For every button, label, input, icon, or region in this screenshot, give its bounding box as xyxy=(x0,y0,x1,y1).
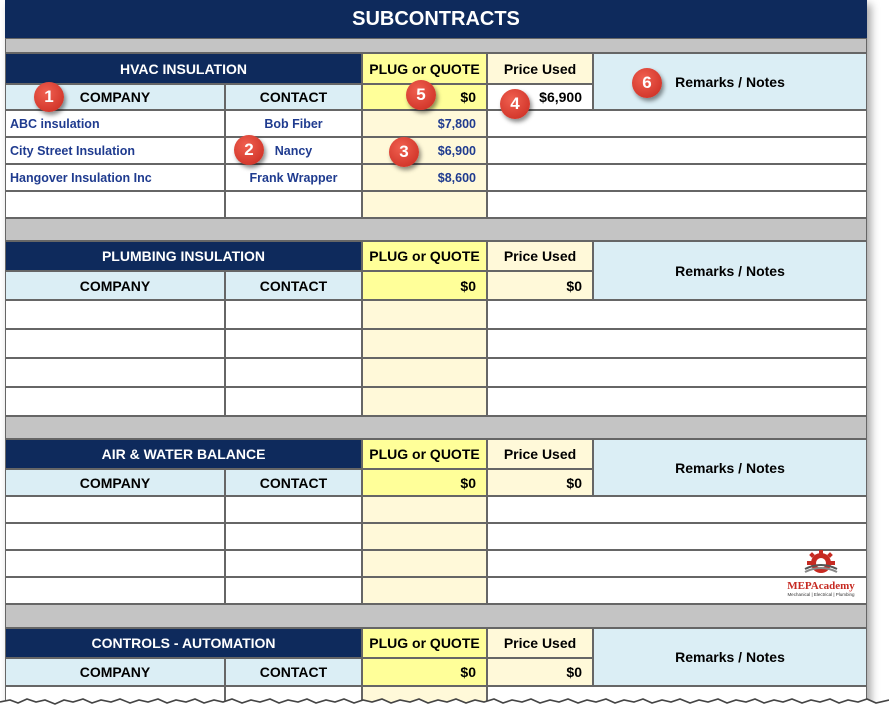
quote-cell[interactable]: $6,900 xyxy=(362,137,487,164)
callout-badge: 6 xyxy=(632,68,662,98)
remarks-cell[interactable] xyxy=(487,137,867,164)
price-used-cell[interactable]: $0 xyxy=(487,658,593,686)
price-used-header: Price Used xyxy=(487,241,593,271)
company-cell[interactable] xyxy=(5,577,225,604)
quote-cell[interactable] xyxy=(362,191,487,218)
section-title: PLUMBING INSULATION xyxy=(5,241,362,271)
company-cell[interactable]: City Street Insulation xyxy=(5,137,225,164)
contact-cell[interactable]: Frank Wrapper xyxy=(225,164,362,191)
remarks-cell[interactable] xyxy=(487,300,867,329)
contact-cell[interactable] xyxy=(225,577,362,604)
plug-quote-header: PLUG or QUOTE xyxy=(362,241,487,271)
company-column-header: COMPANY xyxy=(5,658,225,686)
price-used-cell[interactable]: $6,900 xyxy=(487,84,593,110)
company-cell[interactable] xyxy=(5,496,225,523)
plug-quote-header: PLUG or QUOTE xyxy=(362,439,487,469)
price-used-header: Price Used xyxy=(487,439,593,469)
company-cell[interactable] xyxy=(5,329,225,358)
logo-tagline: Mechanical | Electrical | Plumbing xyxy=(787,592,855,597)
plug-total-cell[interactable]: $0 xyxy=(362,271,487,300)
remarks-cell[interactable] xyxy=(487,164,867,191)
section-separator xyxy=(5,218,867,241)
company-cell[interactable] xyxy=(5,191,225,218)
sheet-title: SUBCONTRACTS xyxy=(5,0,867,38)
contact-cell[interactable]: Nancy xyxy=(225,137,362,164)
contact-cell[interactable] xyxy=(225,523,362,550)
torn-edge xyxy=(0,694,889,716)
company-column-header: COMPANY xyxy=(5,84,225,110)
callout-badge: 1 xyxy=(34,82,64,112)
quote-cell[interactable] xyxy=(362,300,487,329)
quote-cell[interactable] xyxy=(362,577,487,604)
remarks-header: Remarks / Notes xyxy=(593,439,867,496)
contact-cell[interactable] xyxy=(225,496,362,523)
remarks-cell[interactable] xyxy=(487,496,867,523)
company-column-header: COMPANY xyxy=(5,271,225,300)
contact-cell[interactable] xyxy=(225,387,362,416)
quote-cell[interactable] xyxy=(362,496,487,523)
company-column-header: COMPANY xyxy=(5,469,225,496)
plug-total-cell[interactable]: $0 xyxy=(362,84,487,110)
quote-cell[interactable] xyxy=(362,387,487,416)
callout-badge: 2 xyxy=(234,135,264,165)
contact-column-header: CONTACT xyxy=(225,271,362,300)
company-cell[interactable] xyxy=(5,523,225,550)
price-used-header: Price Used xyxy=(487,628,593,658)
price-used-cell[interactable]: $0 xyxy=(487,469,593,496)
contact-cell[interactable]: Bob Fiber xyxy=(225,110,362,137)
price-used-header: Price Used xyxy=(487,53,593,84)
remarks-cell[interactable] xyxy=(487,358,867,387)
price-used-cell[interactable]: $0 xyxy=(487,271,593,300)
remarks-cell[interactable] xyxy=(487,387,867,416)
quote-cell[interactable] xyxy=(362,329,487,358)
plug-quote-header: PLUG or QUOTE xyxy=(362,53,487,84)
section-title: AIR & WATER BALANCE xyxy=(5,439,362,469)
company-cell[interactable]: ABC insulation xyxy=(5,110,225,137)
section-separator xyxy=(5,416,867,439)
quote-cell[interactable] xyxy=(362,523,487,550)
contact-cell[interactable] xyxy=(225,329,362,358)
plug-total-cell[interactable]: $0 xyxy=(362,658,487,686)
remarks-header: Remarks / Notes xyxy=(593,53,867,110)
callout-badge: 4 xyxy=(500,89,530,119)
gear-logo-icon xyxy=(801,549,841,575)
company-cell[interactable] xyxy=(5,550,225,577)
section-title: CONTROLS - AUTOMATION xyxy=(5,628,362,658)
company-cell[interactable] xyxy=(5,300,225,329)
callout-badge: 3 xyxy=(389,137,419,167)
logo-name: MEPAcademy xyxy=(787,580,855,592)
mep-academy-logo xyxy=(776,549,866,604)
callout-badge: 5 xyxy=(406,80,436,110)
section-separator xyxy=(5,38,867,53)
remarks-cell[interactable] xyxy=(487,523,867,550)
section-title: HVAC INSULATION xyxy=(5,53,362,84)
section-separator xyxy=(5,604,867,628)
remarks-cell[interactable] xyxy=(487,191,867,218)
quote-cell[interactable]: $8,600 xyxy=(362,164,487,191)
quote-cell[interactable] xyxy=(362,358,487,387)
quote-cell[interactable] xyxy=(362,550,487,577)
contact-cell[interactable] xyxy=(225,300,362,329)
contact-cell[interactable] xyxy=(225,191,362,218)
remarks-header: Remarks / Notes xyxy=(593,241,867,300)
contact-column-header: CONTACT xyxy=(225,84,362,110)
quote-cell[interactable]: $7,800 xyxy=(362,110,487,137)
spreadsheet xyxy=(5,0,867,705)
contact-column-header: CONTACT xyxy=(225,658,362,686)
remarks-cell[interactable] xyxy=(487,110,867,137)
company-cell[interactable]: Hangover Insulation Inc xyxy=(5,164,225,191)
company-cell[interactable] xyxy=(5,387,225,416)
plug-quote-header: PLUG or QUOTE xyxy=(362,628,487,658)
company-cell[interactable] xyxy=(5,358,225,387)
remarks-cell[interactable] xyxy=(487,329,867,358)
contact-cell[interactable] xyxy=(225,550,362,577)
contact-column-header: CONTACT xyxy=(225,469,362,496)
remarks-header: Remarks / Notes xyxy=(593,628,867,686)
contact-cell[interactable] xyxy=(225,358,362,387)
plug-total-cell[interactable]: $0 xyxy=(362,469,487,496)
